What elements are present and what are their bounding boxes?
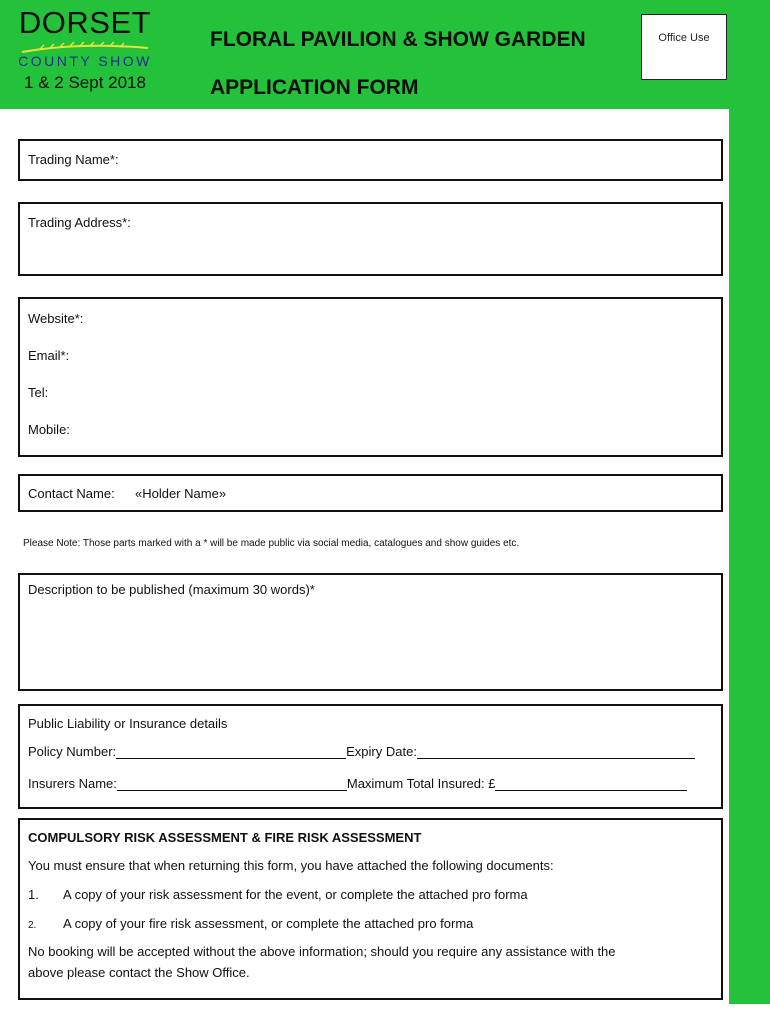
description-label: Description to be published (maximum 30 words)* [28, 582, 315, 597]
trading-name-field[interactable] [18, 139, 723, 181]
maximum-insured-input[interactable] [495, 776, 687, 791]
risk-intro: You must ensure that when returning this form, you have attached the following documents: [28, 858, 554, 873]
form-subtitle: APPLICATION FORM [210, 76, 419, 99]
mobile-label: Mobile: [28, 422, 70, 437]
office-use-label: Office Use [658, 32, 710, 44]
insurers-name-input[interactable] [117, 776, 347, 791]
tel-label: Tel: [28, 385, 49, 400]
risk-item-number: 2. [28, 920, 37, 931]
contact-name-field[interactable] [18, 474, 723, 512]
trading-name-label: Trading Name*: [28, 152, 119, 167]
trading-address-label: Trading Address*: [28, 215, 131, 230]
logo-date: 1 & 2 Sept 2018 [24, 73, 146, 92]
email-label: Email*: [28, 348, 70, 363]
dorset-county-show-logo [10, 6, 160, 106]
office-use-box [641, 14, 727, 80]
policy-number-input[interactable] [116, 744, 346, 759]
contact-details-box [18, 297, 723, 457]
trading-address-field[interactable] [18, 202, 723, 276]
expiry-date-label: Expiry Date: [346, 744, 417, 759]
maximum-insured-label: Maximum Total Insured: £ [346, 776, 496, 791]
risk-item-text: A copy of your risk assessment for the event, or complete the attached pro forma [63, 887, 528, 902]
insurance-box [18, 704, 723, 809]
risk-footer-line2: above please contact the Show Office. [28, 965, 250, 980]
risk-item-number: 1. [28, 887, 39, 902]
side-stripe [729, 109, 770, 1004]
public-note: Please Note: Those parts marked with a * will be made public via social media, catalogues and show guides etc. [23, 538, 520, 549]
insurer-row [28, 776, 687, 791]
logo-subtitle: COUNTY SHOW [18, 53, 152, 69]
form-title: FLORAL PAVILION & SHOW GARDEN [210, 28, 586, 51]
risk-item-text: A copy of your fire risk assessment, or complete the attached pro forma [63, 916, 474, 931]
risk-footer-line1: No booking will be accepted without the above information; should you require any assistance with the [28, 944, 616, 959]
risk-assessment-box [18, 818, 723, 1000]
insurers-name-label: Insurers Name: [28, 776, 117, 791]
expiry-date-input[interactable] [417, 744, 695, 759]
logo-title: DORSET [18, 5, 152, 40]
contact-name-label: Contact Name: [28, 486, 115, 501]
policy-number-label: Policy Number: [28, 744, 117, 759]
policy-row [28, 744, 695, 759]
risk-heading: COMPULSORY RISK ASSESSMENT & FIRE RISK ASSESSMENT [28, 830, 422, 845]
description-field[interactable] [18, 573, 723, 691]
risk-item-2 [28, 916, 473, 931]
risk-item-1 [28, 887, 528, 902]
website-label: Website*: [28, 311, 84, 326]
insurance-heading: Public Liability or Insurance details [28, 716, 228, 731]
contact-name-value: «Holder Name» [135, 486, 227, 501]
